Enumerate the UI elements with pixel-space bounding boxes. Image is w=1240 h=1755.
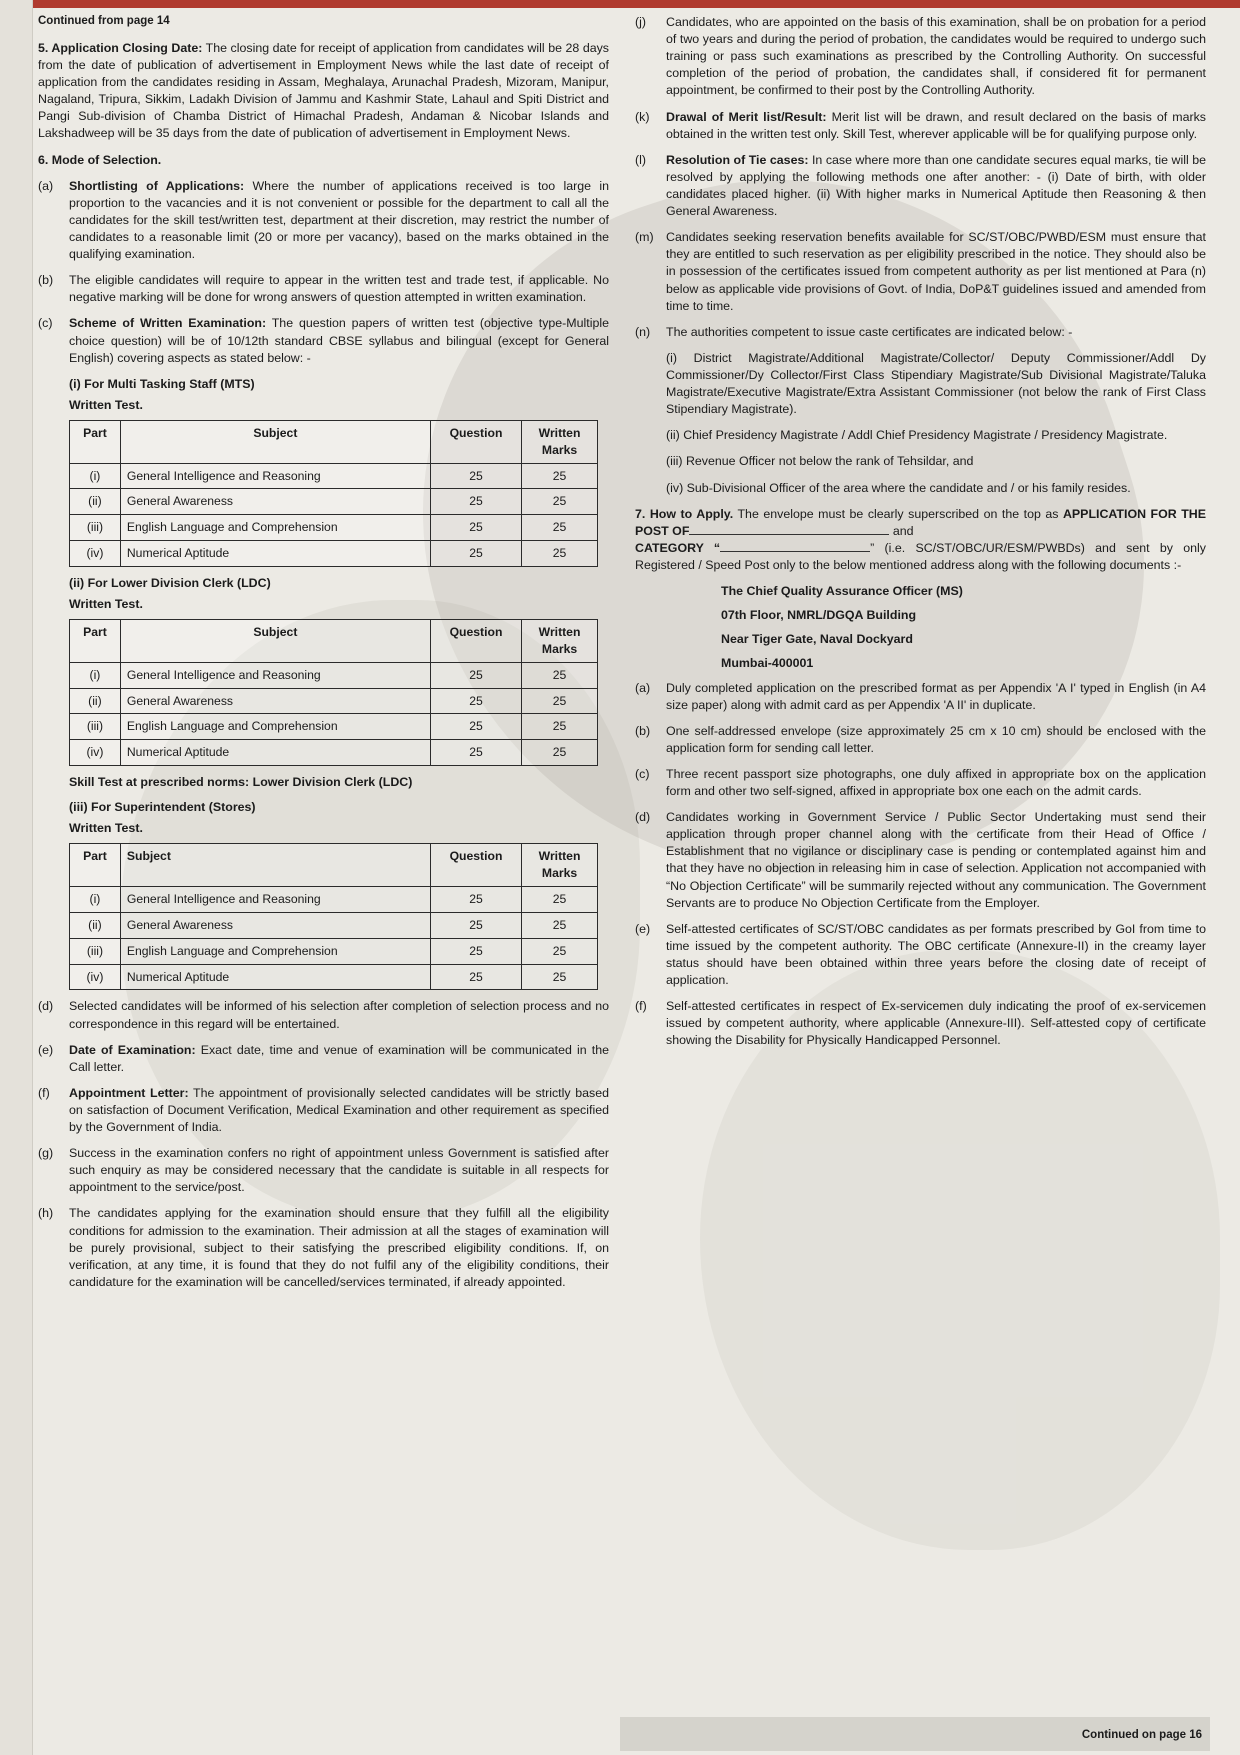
authority-item: (iv) Sub-Divisional Officer of the area where the candidate and / or his family resides. xyxy=(666,480,1131,495)
authority-item: (iii) Revenue Officer not below the rank of Tehsildar, and xyxy=(666,454,974,469)
ldc-written-test-table xyxy=(69,619,598,766)
mts-written-test-table xyxy=(69,420,598,567)
section-5-title: 5. Application Closing Date: xyxy=(38,40,203,55)
cell-part: (iv) xyxy=(70,740,121,766)
cell-subject: English Language and Comprehension xyxy=(120,714,430,740)
list-text: Candidates seeking reservation benefits available for SC/ST/OBC/PWBD/ESM must ensure that they are entitled to such reservation as per eligibility prescribed in the notice. They should also be in possession of the certificates issued from competent authority as per list mentioned at Para (n) below as applicable vide provisions of Govt. of India, DoP&T guidelines issued and amended from time to time. xyxy=(666,230,1206,313)
how-to-apply-text2: and xyxy=(889,523,914,538)
ldc-table-heading: (ii) For Lower Division Clerk (LDC) xyxy=(69,575,271,590)
cell-subject: General Intelligence and Reasoning xyxy=(120,887,430,913)
list-text: Success in the examination confers no right of appointment unless Government is satisfied after such enquiry as may be considered necessary that the candidate is suitable in all respects for appointment to the service/post. xyxy=(69,1146,609,1195)
table-row xyxy=(70,515,598,541)
cell-marks: 25 xyxy=(522,662,598,688)
mts-table-heading: (i) For Multi Tasking Staff (MTS) xyxy=(69,376,255,391)
list-text xyxy=(666,109,1206,143)
cell-marks: 25 xyxy=(522,541,598,567)
col-question: Question xyxy=(430,420,521,463)
list-text: Candidates working in Government Service / Public Sector Undertaking must send their application through proper channel along with the certificate from their Head of Office / Establishment that no vigilance or disciplinary case is pending or contemplated against him and that they have no objection in releasing him in case of selection. Application not accompanied with “No Objection Certificate” will be summarily rejected without any communication. The Government Servants are to produce No Objection Certificate from the Employer. xyxy=(666,810,1206,910)
col-written-marks xyxy=(522,420,598,463)
two-column-layout xyxy=(38,14,1206,1734)
cell-subject: Numerical Aptitude xyxy=(120,541,430,567)
list-body: The question papers of written test (objective type-Multiple choice question) will be of 10/12th standard CBSE syllabus and bilingual (except for General English) covering aspects as stated below: - xyxy=(69,316,609,365)
list-marker: (f) xyxy=(38,1085,50,1100)
list-body: The appointment of provisionally selected candidates will be strictly based on satisfaction of Document Verification, Medical Examination and other requirement as specified by the Government of India. xyxy=(69,1085,609,1135)
cell-question: 25 xyxy=(430,964,521,990)
cell-part: (ii) xyxy=(70,688,121,714)
col-written: Written xyxy=(538,849,581,864)
list-marker: (m) xyxy=(635,230,654,245)
list-item xyxy=(635,152,1206,220)
cell-question: 25 xyxy=(430,714,521,740)
cell-marks: 25 xyxy=(522,688,598,714)
cell-question: 25 xyxy=(430,515,521,541)
list-item xyxy=(38,998,609,1032)
list-marker: (f) xyxy=(635,999,647,1014)
cell-marks: 25 xyxy=(522,887,598,913)
list-text xyxy=(666,152,1206,220)
address-line: 07th Floor, NMRL/DGQA Building xyxy=(721,608,917,623)
list-text xyxy=(69,1042,609,1076)
list-marker: (c) xyxy=(635,766,650,781)
cell-marks: 25 xyxy=(522,489,598,515)
col-subject: Subject xyxy=(120,620,430,663)
cell-part: (iii) xyxy=(70,515,121,541)
cell-part: (iv) xyxy=(70,541,121,567)
col-subject: Subject xyxy=(120,844,430,887)
table-row xyxy=(70,463,598,489)
list-lead: Scheme of Written Examination: xyxy=(69,316,267,331)
cell-part: (iv) xyxy=(70,964,121,990)
cell-subject: English Language and Comprehension xyxy=(120,515,430,541)
list-text: Candidates, who are appointed on the basis of this examination, shall be on probation for a period of two years and during the period of probation, the candidates would be required to undergo such training or pass such examinations as prescribed by the Controlling Authority. On successful completion of the period of probation, the candidates shall, if considered fit for permanent appointment, be confirmed to their post by the Controlling Authority. xyxy=(666,15,1206,98)
table-row xyxy=(70,662,598,688)
table-row xyxy=(70,489,598,515)
cell-subject: General Awareness xyxy=(120,688,430,714)
superintendent-table-subheading: Written Test. xyxy=(69,821,143,836)
list-item xyxy=(635,723,1206,757)
cell-subject: General Intelligence and Reasoning xyxy=(120,662,430,688)
section-5-body: The closing date for receipt of application from candidates will be 28 days from the date of publication of advertisement in Employment News while the last date of receipt of application from the candidates residing in Assam, Meghalaya, Arunachal Pradesh, Mizoram, Manipur, Nagaland, Tripura, Sikkim, Ladakh Division of Jammu and Kashmir State, Lahaul and Spiti District and Pangi Sub-division of Chamba District of Himachal Pradesh, Andaman & Nicobar Islands and Lakshadweep will be 35 days from the date of publication of advertisement in Employment News. xyxy=(38,40,610,141)
cell-marks: 25 xyxy=(522,463,598,489)
cell-question: 25 xyxy=(430,662,521,688)
table-row xyxy=(70,714,598,740)
list-marker: (d) xyxy=(635,810,651,825)
col-part: Part xyxy=(70,844,121,887)
list-item xyxy=(635,680,1206,714)
col-marks: Marks xyxy=(541,442,578,457)
superintendent-table-heading: (iii) For Superintendent (Stores) xyxy=(69,800,256,815)
list-body: In case where more than one candidate secures equal marks, tie will be resolved by applying the following methods one after another: - (i) Date of birth, with older candidates placed higher. (ii) With higher marks in Numerical Aptitude then Reasoning & then General Awareness. xyxy=(666,152,1206,219)
list-text: The candidates applying for the examination should ensure that they fulfill all the eligibility conditions for admission to the examination. Their admission at all the stages of examination will be purely provisional, subject to their satisfying the prescribed eligibility conditions. If, on verification, at any time, it is found that they do not fulfil any of the eligibility conditions, their candidature for the examination will be cancelled/services terminated, if already appointed. xyxy=(69,1206,609,1289)
list-text: Self-attested certificates of SC/ST/OBC candidates as per formats prescribed by GoI from time to time issued by the competent authority. The OBC certificate (Annexure-II) in the creamy layer status should have been obtained within three years before the closing date of receipt of application. xyxy=(666,921,1206,988)
cell-question: 25 xyxy=(430,887,521,913)
list-text: Self-attested certificates in respect of Ex-servicemen duly indicating the proof of ex-servicemen issued by competent authority, where applicable (Annexure-III). Self-attested copy of certificate showing the Disability for Physically Handicapped Personnel. xyxy=(666,999,1206,1048)
cell-marks: 25 xyxy=(522,515,598,541)
category-label: CATEGORY “ xyxy=(635,540,721,555)
list-text: Duly completed application on the prescribed format as per Appendix 'A I' typed in English (in A4 size paper) along with admit card as per Appendix 'A II' in duplicate. xyxy=(666,680,1206,712)
list-marker: (k) xyxy=(635,109,650,124)
list-body: Merit list will be drawn, and result declared on the basis of marks obtained in the written test only. Skill Test, wherever applicable will be for qualifying purpose only. xyxy=(666,109,1206,141)
list-item xyxy=(38,315,609,366)
address-line: Near Tiger Gate, Naval Dockyard xyxy=(721,632,913,647)
cell-subject: General Awareness xyxy=(120,912,430,938)
cell-question: 25 xyxy=(430,688,521,714)
col-part: Part xyxy=(70,420,121,463)
list-item xyxy=(635,809,1206,912)
list-item xyxy=(38,178,609,264)
list-body: Where the number of applications received is too large in proportion to the vacancies and it is not convenient or possible for the department to call all the candidates for the skill test/written test, department at their discretion, may restrict the number of candidates to a reasonable limit (20 or more per vacancy), based on the marks obtained in the qualifying examination. xyxy=(69,178,609,262)
col-written-marks xyxy=(522,844,598,887)
continued-on-label: Continued on page 16 xyxy=(1081,1729,1202,1741)
cell-question: 25 xyxy=(430,489,521,515)
left-margin-strip xyxy=(0,0,33,1755)
cell-question: 25 xyxy=(430,912,521,938)
cell-marks: 25 xyxy=(522,964,598,990)
list-item xyxy=(38,1042,609,1076)
mts-table-subheading: Written Test. xyxy=(69,397,143,412)
cell-subject: English Language and Comprehension xyxy=(120,938,430,964)
list-item xyxy=(38,1085,609,1136)
right-column xyxy=(635,14,1206,1734)
list-item xyxy=(635,998,1206,1049)
list-lead: Date of Examination: xyxy=(69,1042,196,1057)
list-item xyxy=(635,921,1206,989)
col-written: Written xyxy=(538,625,581,640)
how-to-apply-text1: The envelope must be clearly superscribed on the top as xyxy=(733,506,1063,521)
table-row xyxy=(70,740,598,766)
list-marker: (a) xyxy=(635,680,651,695)
list-body: Exact date, time and venue of examination will be communicated in the Call letter. xyxy=(69,1042,609,1074)
list-item xyxy=(38,1205,609,1291)
cell-part: (ii) xyxy=(70,489,121,515)
cell-question: 25 xyxy=(430,740,521,766)
table-row xyxy=(70,938,598,964)
list-marker: (g) xyxy=(38,1146,54,1161)
superintendent-written-test-table xyxy=(69,843,598,990)
list-item xyxy=(38,1145,609,1196)
cell-marks: 25 xyxy=(522,938,598,964)
list-marker: (h) xyxy=(38,1206,54,1221)
list-text: The authorities competent to issue caste certificates are indicated below: - xyxy=(666,324,1073,339)
list-marker: (b) xyxy=(38,273,54,288)
list-text xyxy=(69,315,609,366)
list-lead: Drawal of Merit list/Result: xyxy=(666,109,827,124)
ldc-table-subheading: Written Test. xyxy=(69,597,143,612)
table-row xyxy=(70,887,598,913)
authority-item: (ii) Chief Presidency Magistrate / Addl Chief Presidency Magistrate / Presidency Magistrate. xyxy=(666,428,1168,443)
list-lead: Shortlisting of Applications: xyxy=(69,178,245,193)
cell-part: (i) xyxy=(70,662,121,688)
cell-part: (i) xyxy=(70,463,121,489)
list-marker: (l) xyxy=(635,152,647,167)
address-line: Mumbai-400001 xyxy=(721,656,814,671)
skill-test-note: Skill Test at prescribed norms: Lower Division Clerk (LDC) xyxy=(69,775,413,790)
col-marks: Marks xyxy=(541,866,578,881)
list-text: The eligible candidates will require to appear in the written test and trade test, if applicable. No negative marking will be done for wrong answers of question attempted in written examination. xyxy=(69,273,609,305)
list-marker: (e) xyxy=(38,1042,54,1057)
how-to-apply-title: 7. How to Apply. xyxy=(635,506,734,521)
section-6-title: 6. Mode of Selection. xyxy=(38,152,162,167)
cell-marks: 25 xyxy=(522,912,598,938)
list-marker: (e) xyxy=(635,921,651,936)
how-to-apply-text3: ” (i.e. SC/ST/OBC/UR/ESM/PWBDs) and sent by only Registered / Speed Post only to the below mentioned address along with the following documents :- xyxy=(635,540,1206,572)
list-text xyxy=(69,178,609,264)
list-marker: (j) xyxy=(635,15,647,29)
list-text xyxy=(69,1085,609,1136)
left-column xyxy=(38,14,609,1734)
category-blank-field[interactable] xyxy=(720,540,870,552)
continued-from-label: Continued from page 14 xyxy=(38,15,170,27)
section-5-paragraph xyxy=(38,40,609,143)
table-row xyxy=(70,912,598,938)
list-text: Three recent passport size photographs, one duly affixed in appropriate box on the application form and other two self-signed, affixed in appropriate box one each on the admit cards. xyxy=(666,766,1206,799)
post-label: APPLICATION FOR THE POST OF xyxy=(635,506,1206,538)
list-item xyxy=(635,324,1206,341)
list-item xyxy=(635,229,1206,315)
list-marker: (b) xyxy=(635,723,651,738)
col-subject: Subject xyxy=(120,420,430,463)
list-marker: (c) xyxy=(38,316,53,331)
cell-subject: Numerical Aptitude xyxy=(120,740,430,766)
list-item xyxy=(38,272,609,306)
cell-part: (i) xyxy=(70,887,121,913)
address-line: The Chief Quality Assurance Officer (MS) xyxy=(721,584,963,599)
list-marker: (d) xyxy=(38,999,54,1014)
list-lead: Resolution of Tie cases: xyxy=(666,152,809,167)
col-question: Question xyxy=(430,844,521,887)
col-part: Part xyxy=(70,620,121,663)
list-marker: (n) xyxy=(635,324,651,339)
cell-marks: 25 xyxy=(522,714,598,740)
list-item xyxy=(635,14,1206,100)
list-item xyxy=(635,109,1206,143)
table-row xyxy=(70,688,598,714)
post-blank-field[interactable] xyxy=(689,523,889,535)
col-written: Written xyxy=(538,425,581,440)
cell-subject: General Intelligence and Reasoning xyxy=(120,463,430,489)
cell-question: 25 xyxy=(430,541,521,567)
how-to-apply-paragraph xyxy=(635,506,1206,574)
list-text: One self-addressed envelope (size approximately 25 cm x 10 cm) should be enclosed with the application form for sending call letter. xyxy=(666,723,1206,755)
list-text: Selected candidates will be informed of his selection after completion of selection process and no correspondence in this regard will be entertained. xyxy=(69,999,609,1031)
list-lead: Appointment Letter: xyxy=(69,1085,189,1100)
cell-part: (iii) xyxy=(70,938,121,964)
col-written-marks xyxy=(522,620,598,663)
cell-marks: 25 xyxy=(522,740,598,766)
cell-question: 25 xyxy=(430,938,521,964)
cell-subject: General Awareness xyxy=(120,489,430,515)
col-question: Question xyxy=(430,620,521,663)
cell-part: (iii) xyxy=(70,714,121,740)
list-marker: (a) xyxy=(38,178,54,193)
top-accent-bar xyxy=(0,0,1240,8)
table-row xyxy=(70,964,598,990)
authority-item: (i) District Magistrate/Additional Magistrate/Collector/ Deputy Commissioner/Addl Dy Commissioner/Dy Collector/First Class Stipendiary Magistrate/Sub Divisional Magistrate/Taluka Magistrate/Executive Magistrate/Extra Assistant Commissioner (not below the rank of First Class Stipendiary Magistrate). xyxy=(666,350,1206,417)
list-item xyxy=(635,766,1206,800)
cell-part: (ii) xyxy=(70,912,121,938)
cell-subject: Numerical Aptitude xyxy=(120,964,430,990)
table-row xyxy=(70,541,598,567)
cell-question: 25 xyxy=(430,463,521,489)
col-marks: Marks xyxy=(541,641,578,656)
